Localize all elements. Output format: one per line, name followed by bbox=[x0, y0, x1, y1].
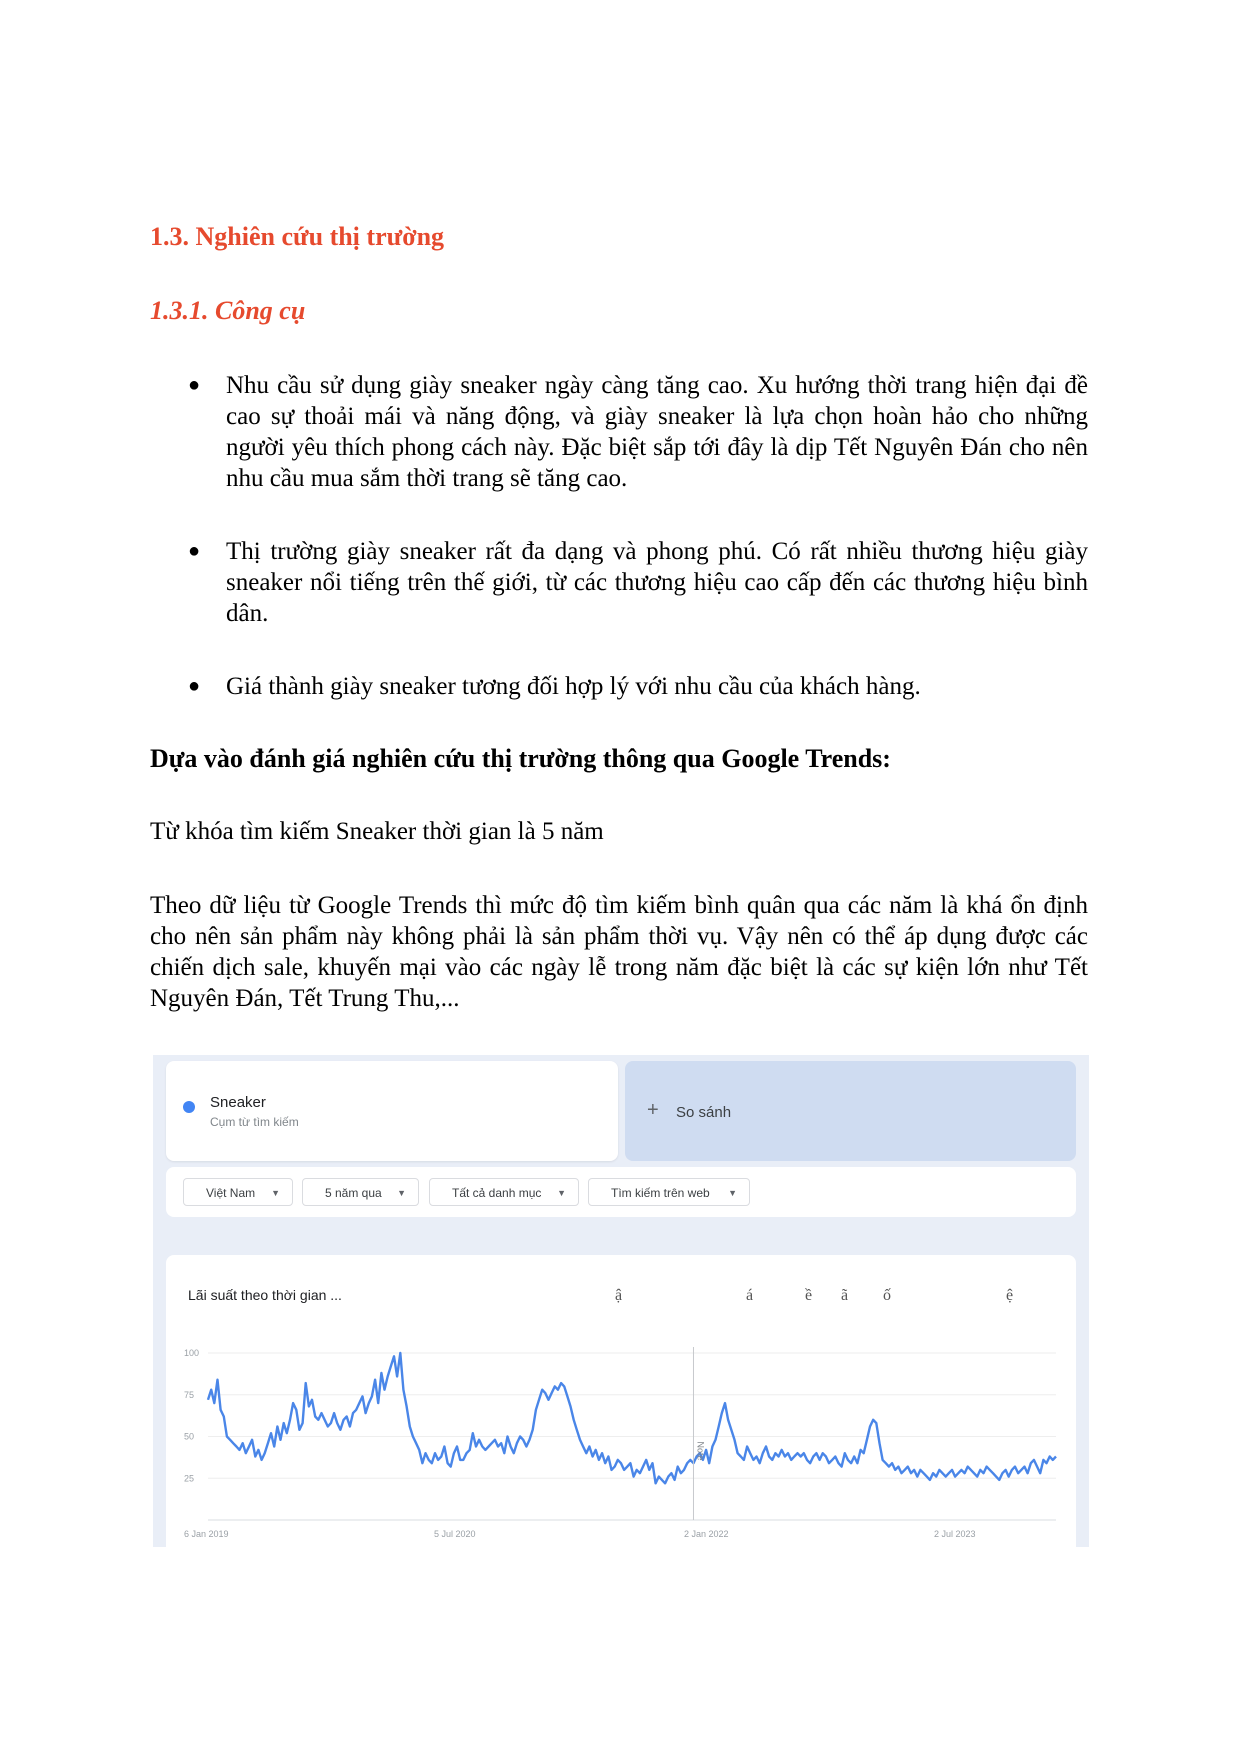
x-tick-label: 2 Jul 2023 bbox=[934, 1529, 976, 1539]
subsection-heading: 1.3.1. Công cụ bbox=[150, 296, 306, 325]
compare-label: So sánh bbox=[676, 1104, 732, 1121]
search-type-label: Tìm kiếm trên web bbox=[611, 1186, 710, 1200]
x-tick-label: 5 Jul 2020 bbox=[434, 1529, 476, 1539]
bullet-text: Nhu cầu sử dụng giày sneaker ngày càng tăng cao. Xu hướng thời trang hiện đại đề cao sự thoải mái và năng động, và giày sneaker là lựa chọn hoàn hảo cho những người yêu thích phong cách này. Đặc biệt sắp tới đây là dịp Tết Nguyên Đán cho nên nhu cầu mua sắm thời trang sẽ tăng cao. bbox=[226, 372, 1088, 492]
stray-glyph: ề bbox=[805, 1287, 813, 1304]
search-term-card[interactable] bbox=[166, 1061, 618, 1161]
list-item bbox=[188, 370, 1088, 494]
filter-bar bbox=[166, 1167, 1076, 1217]
list-item bbox=[188, 536, 1088, 629]
compare-button[interactable] bbox=[625, 1061, 1076, 1161]
search-type-dropdown[interactable] bbox=[588, 1178, 750, 1206]
stray-glyph: á bbox=[746, 1287, 754, 1304]
interest-line-chart bbox=[166, 1255, 1076, 1547]
category-label: Tất cả danh mục bbox=[452, 1186, 542, 1200]
bullet-text: Thị trường giày sneaker rất đa dạng và phong phú. Có rất nhiều thương hiệu giày sneaker nổi tiếng trên thế giới, từ các thương hiệu cao cấp đến các thương hiệu bình dân. bbox=[226, 538, 1088, 627]
keyword-paragraph: Từ khóa tìm kiếm Sneaker thời gian là 5 năm bbox=[150, 818, 604, 845]
x-tick-label: 2 Jan 2022 bbox=[684, 1529, 729, 1539]
stray-glyph: ệ bbox=[1006, 1287, 1014, 1304]
bullet-list bbox=[188, 370, 1088, 744]
series-line-sneaker bbox=[208, 1353, 1056, 1483]
chevron-down-icon: ▼ bbox=[397, 1188, 406, 1198]
chevron-down-icon: ▼ bbox=[271, 1188, 280, 1198]
chevron-down-icon: ▼ bbox=[728, 1188, 737, 1198]
plus-icon: + bbox=[647, 1099, 659, 1121]
time-range-dropdown[interactable] bbox=[302, 1178, 419, 1206]
y-tick-label: 50 bbox=[184, 1431, 195, 1442]
x-tick-label: 6 Jan 2019 bbox=[184, 1529, 229, 1539]
chart-title: Lãi suất theo thời gian ... bbox=[188, 1287, 342, 1303]
region-dropdown[interactable] bbox=[183, 1178, 293, 1206]
region-label: Việt Nam bbox=[206, 1186, 256, 1200]
section-heading: 1.3. Nghiên cứu thị trường bbox=[150, 222, 445, 251]
bullet-icon: ● bbox=[188, 374, 201, 396]
stray-glyph: ậ bbox=[615, 1287, 623, 1304]
stray-glyph: ố bbox=[883, 1287, 891, 1304]
bullet-icon: ● bbox=[188, 675, 201, 697]
y-tick-label: 100 bbox=[184, 1348, 200, 1358]
list-item bbox=[188, 671, 1088, 702]
series-color-dot-icon bbox=[183, 1101, 195, 1113]
google-trends-screenshot bbox=[153, 1055, 1089, 1547]
search-term-name: Sneaker bbox=[210, 1094, 266, 1111]
note-marker-label: Note bbox=[695, 1441, 706, 1461]
category-dropdown[interactable] bbox=[429, 1178, 579, 1206]
y-tick-label: 25 bbox=[184, 1473, 195, 1484]
bullet-icon: ● bbox=[188, 540, 201, 562]
time-range-label: 5 năm qua bbox=[325, 1186, 382, 1200]
chevron-down-icon: ▼ bbox=[557, 1188, 566, 1198]
analysis-paragraph: Theo dữ liệu từ Google Trends thì mức độ tìm kiếm bình quân qua các năm là khá ổn định cho nên sản phẩm này không phải là sản phẩm thời vụ. Vậy nên có thể áp dụng được các chiến dịch sale, khuyến mại vào các ngày lễ trong năm đặc biệt là các sự kiện lớn như Tết Nguyên Đán, Tết Trung Thu,... bbox=[150, 892, 1088, 1012]
stray-glyph: ã bbox=[841, 1287, 849, 1304]
bold-paragraph: Dựa vào đánh giá nghiên cứu thị trường thông qua Google Trends: bbox=[150, 744, 891, 773]
y-tick-label: 75 bbox=[184, 1389, 195, 1400]
search-term-type: Cụm từ tìm kiếm bbox=[210, 1115, 299, 1129]
interest-over-time-card bbox=[166, 1255, 1076, 1547]
bullet-text: Giá thành giày sneaker tương đối hợp lý với nhu cầu của khách hàng. bbox=[226, 673, 921, 700]
